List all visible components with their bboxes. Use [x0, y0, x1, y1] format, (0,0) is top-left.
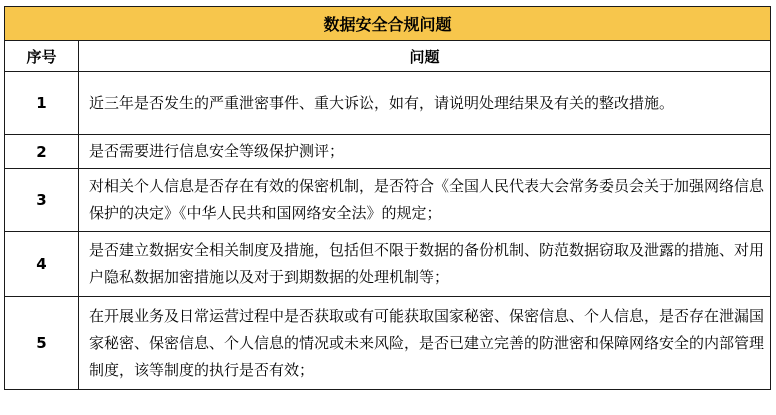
- row-number: 4: [5, 232, 79, 297]
- table-row: [5, 297, 771, 390]
- row-number: 1: [5, 72, 79, 135]
- row-question: 近三年是否发生的严重泄密事件、重大诉讼，如有，请说明处理结果及有关的整改措施。: [79, 72, 771, 135]
- title-row: [5, 7, 771, 41]
- header-number: 序号: [5, 41, 79, 72]
- row-question: 是否建立数据安全相关制度及措施，包括但不限于数据的备份机制、防范数据窃取及泄露的措施、对用户隐私数据加密措施以及对于到期数据的处理机制等；: [79, 232, 771, 297]
- table-row: [5, 232, 771, 297]
- row-number: 3: [5, 169, 79, 232]
- header-row: [5, 41, 771, 72]
- row-number: 5: [5, 297, 79, 390]
- row-number: 2: [5, 135, 79, 169]
- table-row: [5, 135, 771, 169]
- table-row: [5, 72, 771, 135]
- row-question: 是否需要进行信息安全等级保护测评；: [79, 135, 771, 169]
- row-question: 对相关个人信息是否存在有效的保密机制，是否符合《全国人民代表大会常务委员会关于加强网络信息保护的决定》《中华人民共和国网络安全法》的规定；: [79, 169, 771, 232]
- table-row: [5, 169, 771, 232]
- header-question: 问题: [79, 41, 771, 72]
- compliance-table: [4, 6, 771, 390]
- row-question: 在开展业务及日常运营过程中是否获取或有可能获取国家秘密、保密信息、个人信息，是否存在泄漏国家秘密、保密信息、个人信息的情况或未来风险，是否已建立完善的防泄密和保障网络安全的内部管理制度，该等制度的执行是否有效；: [79, 297, 771, 390]
- table-title: 数据安全合规问题: [5, 7, 771, 41]
